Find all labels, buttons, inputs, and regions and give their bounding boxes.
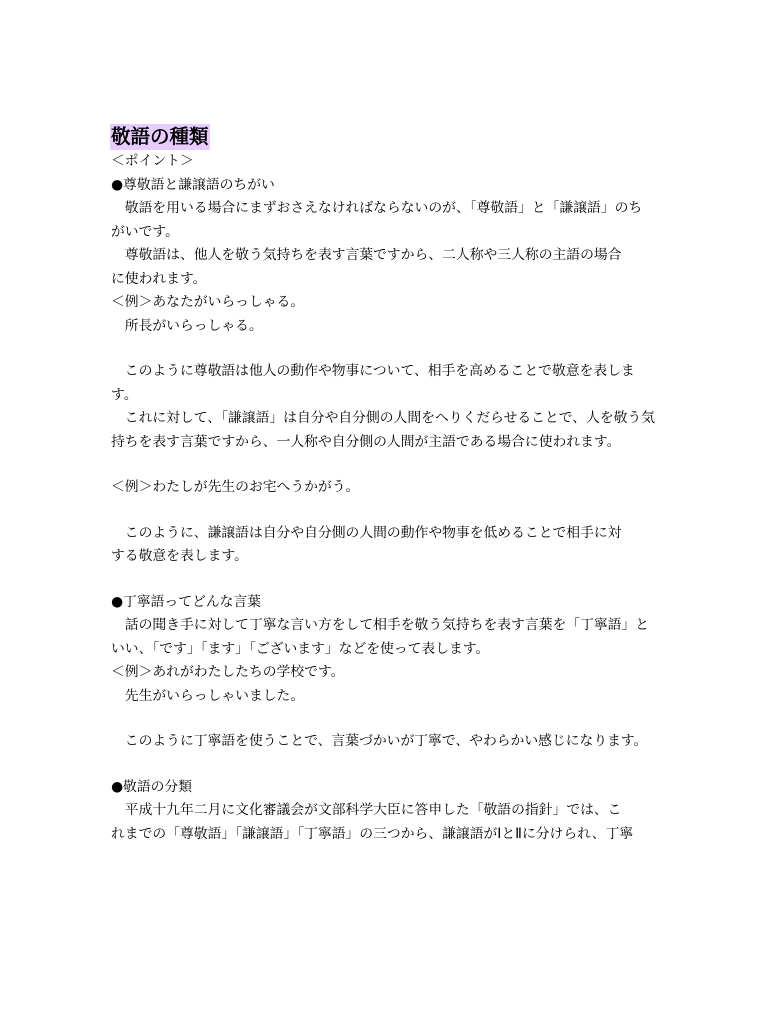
text-line: 平成十九年二月に文化審議会が文部科学大臣に答申した「敬語の指針」では、こ	[111, 802, 622, 818]
blank-line	[111, 338, 659, 360]
text-line: 先生がいらっしゃいました。	[111, 687, 305, 704]
text-line: する敬意を表します。	[111, 548, 248, 564]
blank-line	[111, 569, 659, 591]
blank-line	[111, 454, 659, 476]
text-line: す。	[111, 386, 138, 403]
text-line: ＜例＞わたしが先生のお宅へうかがう。	[111, 479, 360, 495]
document-title: 敬語の種類	[111, 125, 209, 148]
text-line: 尊敬語は、他人を敬う気持ちを表す言葉ですから、二人称や三人称の主語の場合	[111, 247, 622, 263]
text-line: このように尊敬語は他人の動作や物事について、相手を高めることで敬意を表しま	[111, 363, 635, 379]
text-line: ＜例＞あなたがいらっしゃる。	[111, 294, 305, 310]
text-line: 持ちを表す言葉ですから、一人称や自分側の人間が主語である場合に使われます。	[111, 433, 621, 450]
blank-line	[111, 754, 659, 776]
blank-line	[111, 500, 659, 522]
text-line: がいです。	[111, 223, 179, 240]
text-line: ●尊敬語と謙譲語のちがい	[111, 176, 275, 193]
text-line: ●丁寧語ってどんな言葉	[111, 593, 262, 610]
text-line: ＜例＞あれがわたしたちの学校です。	[111, 664, 345, 680]
text-line: 所長がいらっしゃる。	[111, 317, 263, 334]
text-line: ●敬語の分類	[111, 778, 193, 795]
text-line: このように丁寧語を使うことで、言葉づかいが丁寧で、やわらかい感じになります。	[111, 733, 648, 749]
text-line: れまでの「尊敬語」「謙譲語」「丁寧語」の三つから、謙譲語がⅠとⅡに分けられ、丁寧	[111, 825, 634, 842]
text-line: これに対して、「謙譲語」は自分や自分側の人間をへりくだらせることで、人を敬う気	[111, 410, 656, 426]
text-line: ＜ポイント＞	[111, 153, 194, 169]
document-page	[111, 124, 659, 846]
text-line: 敬語を用いる場合にまずおさえなければならないのが、「尊敬語」と「謙譲語」のち	[111, 200, 643, 216]
text-line: 話の聞き手に対して丁寧な言い方をして相手を敬う気持ちを表す言葉を「丁寧語」と	[111, 617, 650, 633]
text-line: に使われます。	[111, 270, 207, 287]
blank-line	[111, 708, 659, 730]
text-line: このように、謙譲語は自分や自分側の人間の動作や物事を低めることで相手に対	[111, 524, 622, 541]
text-line: いい、「です」「ます」「ございます」などを使って表します。	[111, 640, 490, 657]
document-body	[111, 150, 659, 846]
